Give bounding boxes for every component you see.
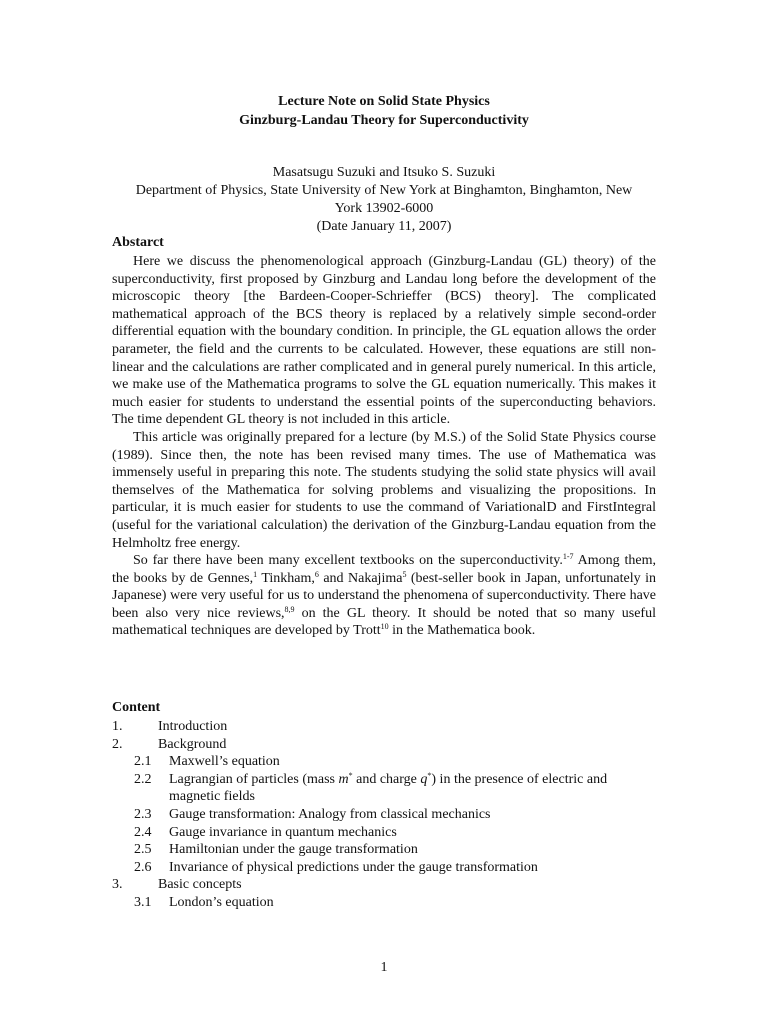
- affiliation-line-2: York 13902-6000: [334, 201, 434, 216]
- abstract-paragraph-2: This article was originally prepared for a lecture (by M.S.) of the Solid State Physics course (1989). Since then, the note has been revised many times. The use of Mathematica was immensely useful in preparing this note. The students studying the solid state physics will avail themselves of the Mathematica for solving problems and visualizing the propositions. In particular, it is much easier for students to use the command of VariationalD and FirstIntegral (useful for the variational calculation) the derivation of the Ginzburg-Landau equation from the Helmholtz free energy.: [112, 429, 656, 551]
- date: (Date January 11, 2007): [316, 219, 452, 234]
- affiliation-line-1: Department of Physics, State University of New York at Binghamton, Binghamton, New: [135, 183, 633, 198]
- toc-item[interactable]: 3. Basic concepts: [112, 877, 242, 893]
- content-heading: Content: [112, 700, 161, 715]
- title-line-1: Lecture Note on Solid State Physics: [278, 94, 490, 109]
- title-line-2: Ginzburg-Landau Theory for Superconductivity: [239, 113, 529, 128]
- toc-item[interactable]: 2.4 Gauge invariance in quantum mechanics: [134, 824, 397, 840]
- page-number: 1: [380, 960, 388, 975]
- abstract-body: [112, 253, 656, 640]
- abstract-paragraph-1: Here we discuss the phenomenological approach (Ginzburg-Landau (GL) theory) of the superconductivity, first proposed by Ginzburg and Landau long before the development of the microscopic theory [the Bardeen-Cooper-Schrieffer (BCS) theory]. The complicated mathematical approach of the BCS theory is replaced by a relatively simple second-order differential equation with the boundary condition. In principle, the GL equation allows the order parameter, the field and the currents to be calculated. However, these equations are still non-linear and the calculations are rather complicated and in general purely numerical. In this article, we make use of the Mathematica programs to solve the GL equation numerically. This makes it much easier for students to understand the essential points of the superconducting behaviors. The time dependent GL theory is not included in this article.: [112, 254, 656, 428]
- toc-item[interactable]: 3.1 London’s equation: [134, 894, 274, 910]
- toc-item[interactable]: 2. Background: [112, 736, 227, 752]
- toc-item[interactable]: 2.6 Invariance of physical predictions under the gauge transformation: [134, 859, 538, 875]
- toc-item[interactable]: 2.2 Lagrangian of particles (mass m* and charge q*) in the presence of electric and magnetic fields: [134, 770, 608, 805]
- toc-item[interactable]: 1. Introduction: [112, 719, 228, 734]
- authors: Masatsugu Suzuki and Itsuko S. Suzuki: [272, 165, 496, 180]
- toc-item[interactable]: 2.5 Hamiltonian under the gauge transformation: [134, 842, 418, 858]
- abstract-heading: Abstarct: [112, 235, 164, 250]
- table-of-contents: [112, 718, 656, 912]
- abstract-paragraph-3: So far there have been many excellent textbooks on the superconductivity.$^{1-7}$ Among them, the books by de Gennes,$^1$ Tinkham,$^6$ and Nakajima$^5$ (best-seller book in Japan, unfortunately in Japanese) were very useful for us to understand the phenomena of superconductivity. There have been also very nice reviews,$^{8,9}$ on the GL theory. It should be noted that so many useful mathematical techniques are developed by Trott$^{10}$ in the Mathematica book.: [112, 552, 656, 639]
- toc-item[interactable]: 2.3 Gauge transformation: Analogy from classical mechanics: [134, 806, 491, 822]
- toc-item[interactable]: 2.1 Maxwell’s equation: [134, 754, 280, 770]
